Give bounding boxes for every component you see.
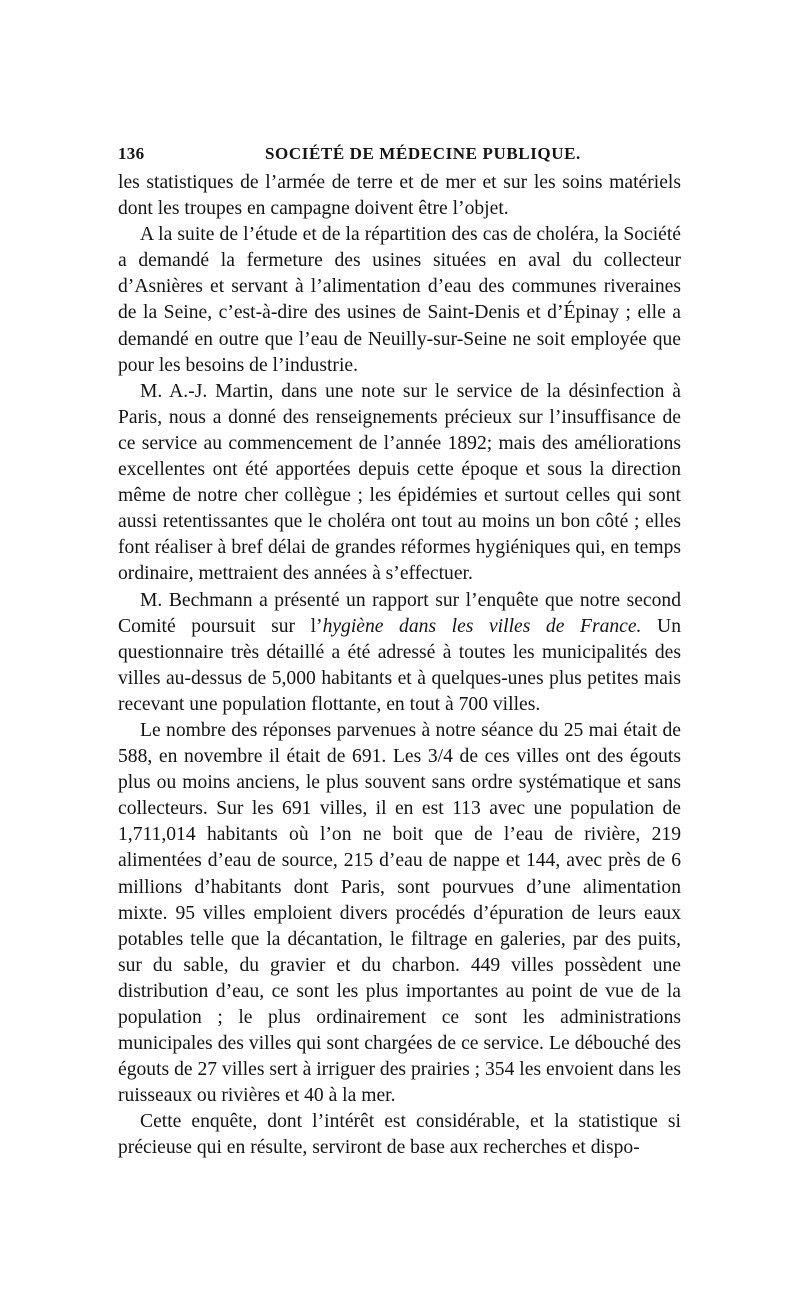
- page-number: 136: [118, 144, 145, 163]
- paragraph-bechmann-start: M. Bechmann a présenté un rapport sur l’enquête que notre second Comité poursuit sur l’: [118, 589, 681, 637]
- paragraph-cholera: A la suite de l’étude et de la répartition des cas de choléra, la Société a demandé la fermeture des usines situées en aval du collecteur d’Asnières et servant à l’alimentation d’eau des communes riveraines de la Seine, c’est-à-dire des usines de Saint-Denis et d’Épinay ; elle a demandé en outre que l’eau de Neuilly-sur-Seine ne soit employée que pour les besoins de l’industrie.: [118, 224, 681, 376]
- paragraph-statistics-continued: les statistiques de l’armée de terre et de mer et sur les soins matériels dont les troupes en campagne doivent être l’objet.: [118, 172, 681, 220]
- paragraph-martin: M. A.-J. Martin, dans une note sur le service de la désinfection à Paris, nous a donné des renseignements précieux sur l’insuffisance de ce service au commencement de l’année 1892; mais des améliorations excellentes ont été apportées depuis cette époque et sous la direction même de notre cher collègue ; les épidémies et surtout celles qui sont aussi retentissantes que le choléra ont tout au moins un bon côté ; elles font réaliser à bref délai de grandes réformes hygiéniques qui, en temps ordinaire, mettraient des années à s’effectuer.: [118, 380, 681, 585]
- paragraph-enquete: Cette enquête, dont l’intérêt est considérable, et la statistique si précieuse qui en résulte, serviront de base aux recherches et dispo-: [118, 1111, 681, 1159]
- running-head: [118, 140, 681, 170]
- paragraph-responses: Le nombre des réponses parvenues à notre séance du 25 mai était de 588, en novembre il était de 691. Les 3/4 de ces villes ont des égouts plus ou moins anciens, le plus souvent sans ordre systématique et sans collecteurs. Sur les 691 villes, il en est 113 avec une population de 1,711,014 habitants où l’on ne boit que de l’eau de rivière, 219 alimentées d’eau de source, 215 d’eau de nappe et 144, avec près de 6 millions d’habitants dont Paris, sont pourvues d’une alimentation mixte. 95 villes emploient divers procédés d’épuration de leurs eaux potables telle que la décantation, le filtrage en galeries, par des puits, sur du sable, du gravier et du charbon. 449 villes possèdent une distribution d’eau, ce sont les plus importantes au point de vue de la population ; le plus ordinairement ce sont les administrations municipales des villes qui sont chargées de ce service. Le débouché des égouts de 27 villes sert à irriguer des prairies ; 354 les envoient dans les ruisseaux ou rivières et 40 à la mer.: [118, 719, 681, 1107]
- paragraph-bechmann: [118, 588, 681, 718]
- body-text: [118, 170, 681, 1162]
- book-page: [118, 140, 681, 1162]
- paragraph-bechmann-end: Un questionnaire très détaillé a été adressé à toutes les municipalités des villes au-dessus de 5,000 habitants et à quelques-unes plus petites mais recevant une population flottante, en tout à 700 villes.: [118, 615, 681, 715]
- survey-title-italic: hygiène dans les villes de France.: [322, 615, 642, 637]
- running-title: SOCIÉTÉ DE MÉDECINE PUBLIQUE.: [265, 144, 581, 163]
